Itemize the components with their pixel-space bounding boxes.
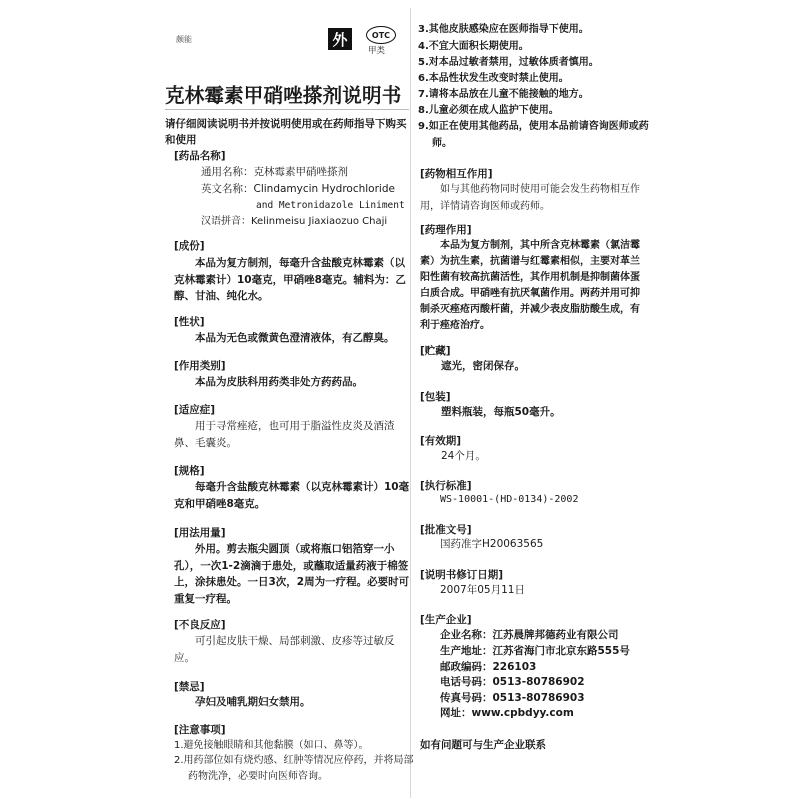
precaution-item: 1.避免接触眼睛和其他黏膜（如口、鼻等）。 [174,740,369,751]
pinyin-name: 汉语拼音：Kelinmeisu Jiaxiaozuo Chaji [201,216,388,227]
usage-text: 外用。剪去瓶尖圆顶（或将瓶口铝箔穿一小孔），一次1-2滴滴于患处，或蘸取适量药液于棉签上，涂抹患处。一日3次，2周为一疗程。必要时可重复一疗程。 [174,543,410,605]
pharmacology-text: 本品为复方制剂，其中所含克林霉素（氯洁霉素）为抗生素，抗菌谱与红霉素相似，主要对革兰阳性菌有较高抗菌活性，其作用机制是抑制菌体蛋白质合成。甲硝唑有抗厌氧菌作用。两药并用可抑制杀灭痤疮丙酸杆菌，并减少表皮脂肪酸生成，有利于痤疮治疗。 [420,240,640,331]
precaution-item: 3.其他皮肤感染应在医师指导下使用。 [418,24,589,35]
storage-text: 遮光，密闭保存。 [441,360,525,372]
manufacturer-fax: 传真号码：0513-80786903 [440,692,585,704]
section-heading-category: [作用类别] [174,360,226,372]
generic-name: 通用名称：克林霉素甲硝唑搽剂 [201,166,348,178]
english-name-line2: and Metronidazole Liniment [256,200,405,211]
section-heading-drug-name: [药品名称] [174,150,226,162]
precaution-item: 8.儿童必须在成人监护下使用。 [418,105,559,116]
category-text: 本品为皮肤科用药类非处方药药品。 [195,376,363,388]
manufacturer-postcode: 邮政编码：226103 [440,661,537,673]
section-heading-properties: [性状] [174,316,205,328]
interactions-text: 如与其他药物同时使用可能会发生药物相互作用，详情请咨询医师或药师。 [420,184,640,212]
otc-logo: OTC [366,26,396,44]
section-heading-precautions: [注意事项] [174,724,226,736]
section-heading-revision-date: [说明书修订日期] [420,569,504,581]
external-use-mark: 外 [328,28,352,50]
section-heading-interactions: [药物相互作用] [420,168,493,180]
section-heading-approval: [批准文号] [420,524,472,536]
section-heading-pharmacology: [药理作用] [420,224,472,236]
manufacturer-address: 生产地址：江苏省海门市北京东路555号 [440,645,630,657]
company-logo: 颇能 [176,35,192,44]
precaution-item: 2.用药部位如有烧灼感、红肿等情况应停药，并将局部药物洗净，必要时向医师咨询。 [174,755,414,782]
section-heading-validity: [有效期] [420,435,462,447]
section-heading-adverse-reactions: [不良反应] [174,619,226,631]
indications-text: 用于寻常痤疮，也可用于脂溢性皮炎及酒渣鼻、毛囊炎。 [174,420,395,449]
standard-text: WS-10001-(HD-0134)-2002 [440,494,579,505]
contact-note: 如有问题可与生产企业联系 [420,739,546,751]
package-text: 塑料瓶装，每瓶50毫升。 [441,406,561,418]
precaution-item: 5.对本品过敏者禁用，过敏体质者慎用。 [418,57,599,68]
section-heading-standard: [执行标准] [420,480,472,492]
contraindications-text: 孕妇及哺乳期妇女禁用。 [195,696,311,708]
section-heading-composition: [成份] [174,240,205,252]
precaution-item: 6.本品性状发生改变时禁止使用。 [418,73,569,84]
section-heading-usage: [用法用量] [174,527,226,539]
section-heading-specification: [规格] [174,465,205,477]
otc-class-label: 甲类 [368,46,386,56]
section-heading-indications: [适应症] [174,404,216,416]
approval-number: 国药准字H20063565 [440,538,544,550]
column-divider [410,8,411,798]
composition-text: 本品为复方制剂，每毫升含盐酸克林霉素（以克林霉素计）10毫克，甲硝唑8毫克。辅料为：乙醇、甘油、纯化水。 [174,257,406,302]
english-name-line1: 英文名称：Clindamycin Hydrochloride [201,183,395,195]
section-heading-storage: [贮藏] [420,345,451,357]
adverse-reactions-text: 可引起皮肤干燥、局部刺激、皮疹等过敏反应。 [174,635,395,664]
section-heading-manufacturer: [生产企业] [420,614,472,626]
revision-date: 2007年05月11日 [440,584,525,596]
manufacturer-name: 企业名称：江苏晨牌邦德药业有限公司 [440,629,619,641]
precaution-item: 7.请将本品放在儿童不能接触的地方。 [418,89,589,100]
title-divider [165,109,409,110]
manufacturer-website: 网址：www.cpbdyy.com [440,707,574,719]
specification-text: 每毫升含盐酸克林霉素（以克林霉素计）10毫克和甲硝唑8毫克。 [174,481,410,510]
intro-notice: 请仔细阅读说明书并按说明使用或在药师指导下购买和使用 [165,118,407,146]
validity-text: 24个月。 [441,450,486,462]
section-heading-package: [包装] [420,391,451,403]
precaution-item: 4.不宜大面积长期使用。 [418,41,529,52]
manufacturer-phone: 电话号码：0513-80786902 [440,676,585,688]
document-title: 克林霉素甲硝唑搽剂说明书 [165,84,402,107]
properties-text: 本品为无色或微黄色澄清液体，有乙醇臭。 [195,332,395,344]
precaution-item: 9.如正在使用其他药品，使用本品前请咨询医师或药师。 [418,121,649,149]
section-heading-contraindications: [禁忌] [174,681,205,693]
